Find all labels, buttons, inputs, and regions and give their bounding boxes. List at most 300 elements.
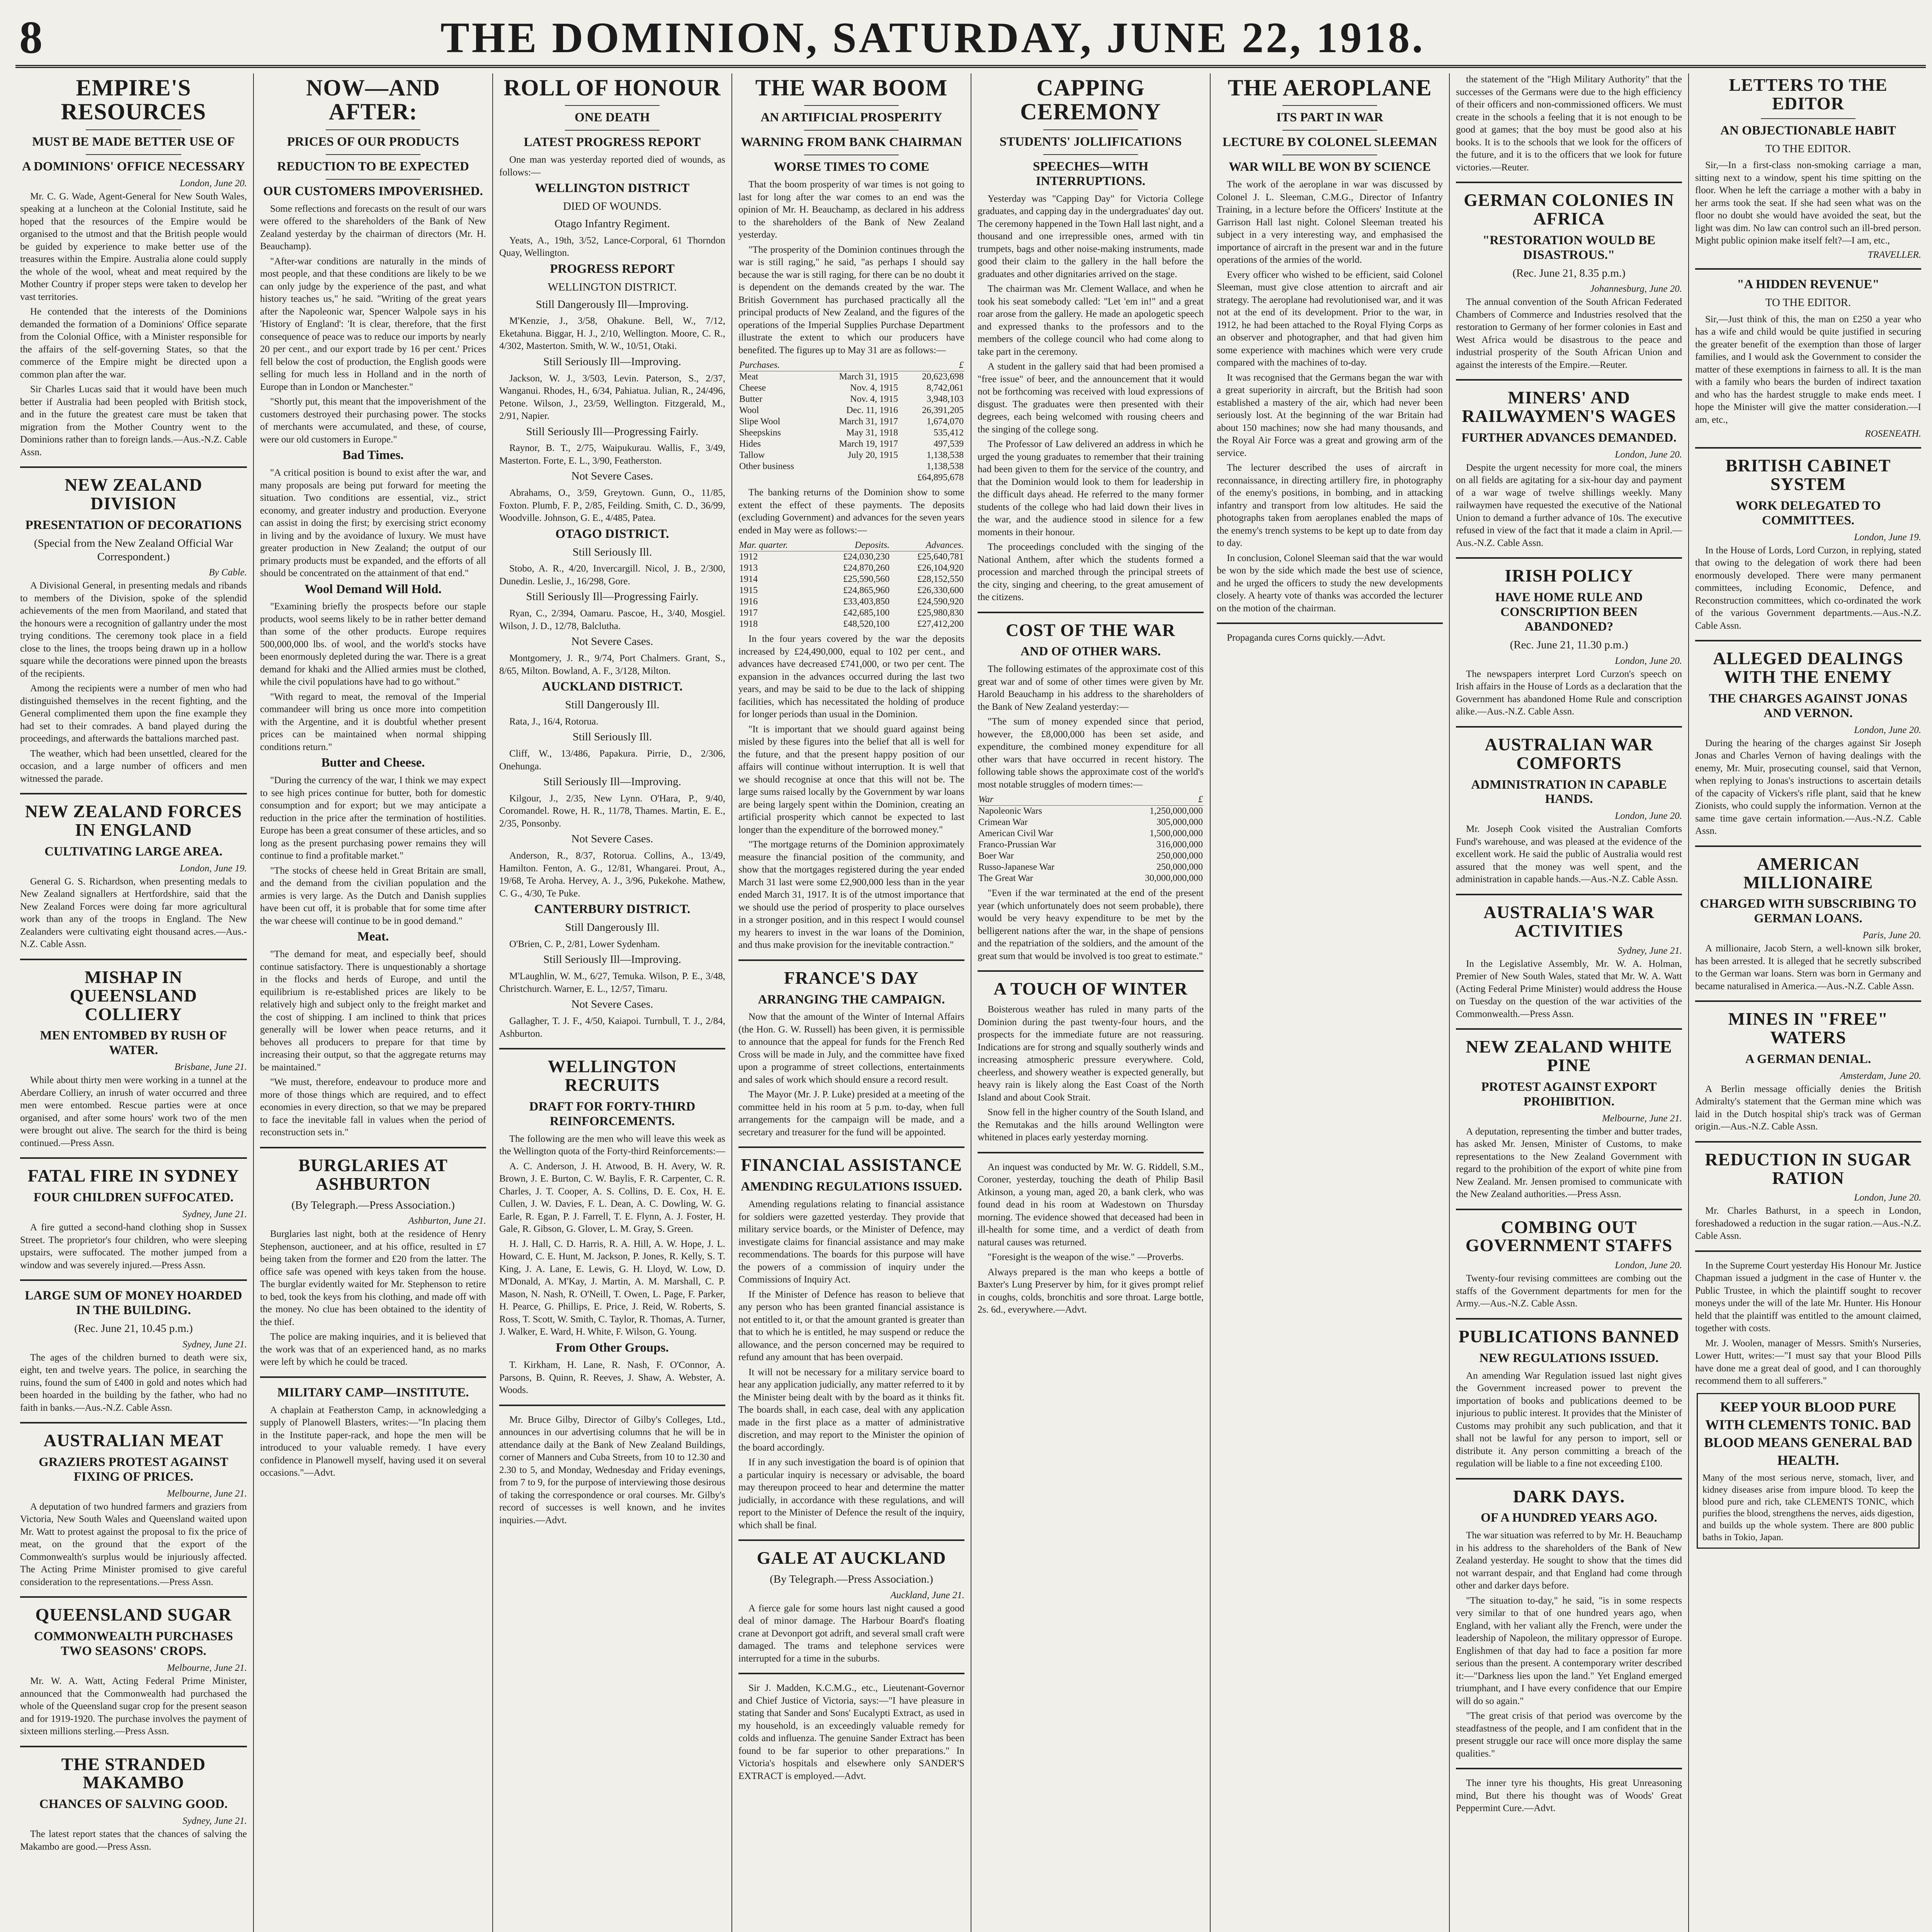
column-6 (1210, 73, 1449, 1932)
subheading: Butter and Cheese. (321, 756, 425, 770)
paragraph: Gallagher, T. J. F., 4/50, Kaiapoi. Turnbull, T. J., 2/84, Ashburton. (499, 1016, 725, 1039)
table-cell: £25,640,781 (917, 552, 964, 562)
paragraph: "Even if the war terminated at the end of the present year (which unfortunately does not seem probable), there would be very heavy expenditure to be met by the belligerent nations after the war, in the shape of pensions and the repatriation of the soldiers, and the amount of the great sum that would be involved is too great to estimate." (978, 888, 1204, 961)
subheading: PRESENTATION OF DECORATIONS (25, 518, 242, 532)
paragraph: "The prosperity of the Dominion continues through the war is still raging," he said, "as perhaps I should say because the war is still raging, for there can be no doubt it is dependent on the demands created by the war. The British Government has purchased practically all the principal products of New Zealand, and the figures of the operations of the Imperial Supplies Purchase Department illustrate the extent to which our producers have benefited. The figures up to May 31 are as follows:— (738, 244, 964, 355)
table-header (738, 360, 964, 371)
paragraph: "The great crisis of that period was overcome by the steadfastness of the people, and I am confident that in the present struggle our race will once more display the same qualities." (1456, 1711, 1682, 1759)
table-row (738, 405, 964, 416)
dateline: London, June 20. (1615, 655, 1682, 666)
table-row (978, 817, 1204, 828)
paragraph: "After-war conditions are naturally in the minds of most people, and that these conditions are likely to be we can only judge by the experience of the past, and what history teaches us," he said. "Writing of the great years after the Napoleonic war, Spencer Walpole says in his 'History of England': 'It is clear, therefore, that the first consequence of peace was to reduce our imports by nearly 20 per cent., and our export trade by 16 per cent.' Prices fell below the cost of production, the English goods were selling for much less in Holland and in the north of Europe than in London or Manchester." (260, 256, 486, 392)
table-header-cell: Purchases. (738, 360, 816, 371)
table-cell: £24,590,920 (917, 597, 964, 607)
table-cell: March 19, 1917 (839, 439, 898, 449)
subheading: OUR CUSTOMERS IMPOVERISHED. (263, 184, 483, 198)
paragraph: Boisterous weather has ruled in many parts of the Dominion during the past twenty-four hours, and the prospects for the immediate future are not reassuring. Indications are for strong and squally southerly winds and increasing atmospheric pressure everywhere. Cold, cheerless, and showery weather is expected generally, but heavy rain is likely along the East Coast of the North Island and about Cook Strait. (978, 1004, 1204, 1103)
paragraph: It will not be necessary for a military service board to hear any application judicially, any matter referred to it by the Minister being dealt with by the board as it thinks fit. The boards shall, in each case, deal with any application made in the first place as a matter of administrative discretion, and may report to the Minister the opinion of the board accordingly. (738, 1367, 964, 1453)
paragraph: "The stocks of cheese held in Great Britain are small, and the demand from the civilian population and the armies is very large. As the Dutch and Danish supplies have been cut off, it is probable that for some time after the war cheese will continue to be in good demand." (260, 865, 486, 926)
table-cell (816, 461, 899, 472)
subheading: MILITARY CAMP—INSTITUTE. (277, 1385, 469, 1400)
paragraph: Kilgour, J., 2/35, New Lynn. O'Hara, P., 9/40, Coromandel. Rowe, H. R., 11/78, Thames. Martin, E. E., 2/35, Ponsonby. (499, 793, 725, 829)
paragraph: Jackson, W. J., 3/503, Levin. Paterson, S., 2/37, Wanganui. Rhodes, H., 6/34, Pahiatua. Julian, R., 24/496, Petone. Wilson, J., 23/59, Wellington. Fitzgerald, M., 2/91, Napier. (499, 373, 725, 422)
paragraph: Amending regulations relating to financial assistance for soldiers were gazetted yesterday. They provide that military service boards, or the Minister of Defence, may investigate claims for financial assistance and may make recommendations. The boards for this purpose will have the powers of a commission of inquiry under the Commissions of Inquiry Act. (738, 1199, 964, 1285)
dateline: Sydney, June 21. (182, 1209, 247, 1220)
dateline: Brisbane, June 21. (174, 1062, 247, 1073)
paragraph: "The situation to-day," he said, "is in some respects very similar to that of one hundred years ago, when England, with her valiant ally the French, were under the leadership of Napoleon, the military oppressor of Europe. Englishmen of that day had to face a position far more serious than the present. A contemporary writer described it:—"Darkness lies upon the land." Yet England emerged triumphant, and I have every confidence that our Empire will do so again." (1456, 1595, 1682, 1706)
paragraph: The banking returns of the Dominion show to some extent the effect of these payments. The deposits (excluding Government) and advances for the seven years ended in May were as follows:— (738, 487, 964, 536)
paragraph: That the boom prosperity of war times is not going to last for long after the war comes to an end was the opinion of Mr. H. Beauchamp, as declared in his address to the shareholders of the Bank of New Zealand yesterday. (738, 179, 964, 240)
divider (86, 154, 181, 155)
paragraph: A. C. Anderson, J. H. Atwood, B. H. Avery, W. R. Brown, J. E. Burton, C. W. Baylis, F. R. Carpenter, C. R. Charles, J. T. Cooper, A. S. Collins, D. E. Cox, H. E. Cullen, J. W. Davies, F. L. Dean, A. C. Dowling, W. G. Earle, R. Egan, P. J. Farrell, T. E. Flynn, A. J. Foster, H. Gale, R. Gibson, G. Glover, L. M. Gray, S. Green. (499, 1161, 725, 1235)
paragraph: Abrahams, O., 3/59, Greytown. Gunn, O., 11/85, Foxton. Plumb, F. P., 2/85, Feilding. Smith, C. D., 36/99, Woodville. Johnson, G. E., 4/485, Patea. (499, 488, 725, 524)
table-row (978, 828, 1204, 839)
paragraph: "The sum of money expended since that period, however, the £8,000,000 has been set aside, and expenditure, the combined money expenditure for all other wars that have occurred in recent history. The following table shows the approximate cost of the world's most notable struggles of modern times:— (978, 716, 1204, 790)
divider (1456, 1318, 1682, 1320)
credit-line: Still Seriously Ill—Improving. (543, 355, 681, 368)
paragraph: The war situation was referred to by Mr. H. Beauchamp in his address to the shareholders of the Bank of New Zealand yesterday. He sought to show that the times did not warrant despair, and that England had come through other and darker days before. (1456, 1530, 1682, 1591)
table-cell: Boer War (978, 851, 1014, 861)
subheading: Wool Demand Will Hold. (304, 582, 442, 596)
table-cell: £48,520,100 (843, 619, 890, 629)
paragraph: The Mayor (Mr. J. P. Luke) presided at a meeting of the committee held in his room at 5 p.m. to-day, when full arrangements for the campaign will be made, and a secretary and treasurer for the fund will be appointed. (738, 1089, 964, 1138)
table-cell: 1,500,000,000 (1150, 828, 1203, 839)
paragraph: "The demand for meat, and especially beef, should continue satisfactory. There is unquestionably a shortage in the flocks and herds of Europe, and until the equilibrium is re-established prices are likely to be relatively high and subject only to the freight market and the cost of shipping. I am inclined to think that prices generally will be lower when peace returns, and it behoves all producers to prepare for that time by increasing their output, so that the aggregate returns may be maintained." (260, 949, 486, 1073)
subheading: ONE DEATH (575, 111, 650, 125)
table-cell: £27,412,200 (917, 619, 964, 629)
headline: BURGLARIES AT ASHBURTON (298, 1155, 448, 1194)
paragraph: A deputation, representing the timber and butter trades, has asked Mr. Jensen, Minister of Customs, to make representations to the New Zealand Government with regard to the prohibition of the export of white pine from New Zealand. Mr. Jensen promised to communicate with the New Zealand authorities.—Press Assn. (1456, 1126, 1682, 1200)
table-cell: £24,030,230 (843, 552, 890, 562)
paragraph: Yeats, A., 19th, 3/52, Lance-Corporal, 61 Thorndon Quay, Wellington. (499, 235, 725, 259)
table-row (738, 596, 964, 607)
subheading: AND OF OTHER WARS. (1020, 645, 1161, 659)
table-header (978, 794, 1204, 806)
table-cell: £25,980,830 (917, 608, 964, 618)
headline: FRANCE'S DAY (784, 968, 919, 988)
table-cell: Franco-Prussian War (978, 840, 1056, 850)
table-cell: £33,403,850 (843, 597, 890, 607)
divider (20, 466, 247, 468)
divider (738, 1673, 964, 1674)
headline: THE STRANDED MAKAMBO (61, 1754, 206, 1793)
figures-table (738, 540, 964, 630)
paragraph: "We must, therefore, endeavour to produce more and more of those things which are required, and to effect economies in every direction, so that we may be prepared to face the inevitable fall in values when the period of reconstruction sets in." (260, 1077, 486, 1138)
credit-line: DIED OF WOUNDS. (563, 200, 662, 213)
headline: THE AEROPLANE (1228, 75, 1432, 100)
paragraph: Mr. W. A. Watt, Acting Federal Prime Minister, announced that the Commonwealth had purchased the whole of the Queensland sugar crop for the present season and for 1919-1920. The purchase involves the payment of sixteen millions sterling.—Press Assn. (20, 1676, 247, 1737)
dateline: Amsterdam, June 20. (1840, 1070, 1921, 1081)
figures-table (978, 794, 1204, 884)
table-cell: 30,000,000,000 (1145, 873, 1203, 884)
divider (1695, 268, 1921, 270)
credit-line: Not Severe Cases. (571, 998, 653, 1011)
table-cell: Nov. 4, 1915 (850, 394, 898, 405)
figures-table (738, 360, 964, 483)
table-cell: £42,685,100 (843, 608, 890, 618)
paragraph: The work of the aeroplane in war was discussed by Colonel J. L. Sleeman, C.M.G., Director of Infantry Training, in a lecture before the Officers' Institute at the Garrison Hall last night. Colonel Sleeman treated his subject in a very interesting way, and emphasised the importance of aircraft in the present war and in the future operations of the armies of the world. (1217, 179, 1443, 265)
credit-line: Still Dangerously Ill—Improving. (536, 298, 689, 311)
column-4 (731, 73, 971, 1932)
paragraph: In the House of Lords, Lord Curzon, in replying, stated that owing to the delegation of work there had been enormously developed. There were many permanent committees, including Economic, Defence, and Reconstruction committees, which co-ordinated the work of the various Government departments.—Aus.-N.Z. Cable Assn. (1695, 545, 1921, 631)
table-cell: 20,623,698 (922, 372, 964, 382)
subheading: ARRANGING THE CAMPAIGN. (758, 992, 945, 1007)
subheading: OTAGO DISTRICT. (555, 527, 669, 541)
table-cell: 1915 (739, 585, 758, 596)
paragraph: The weather, which had been unsettled, cleared for the occasion, and a large number of officers and men witnessed the parade. (20, 748, 247, 784)
divider (1456, 894, 1682, 895)
paragraph: A student in the gallery said that had been promised a "free issue" of beer, and the announcement that it would not be forthcoming was received with loud expressions of disgust. The graduates were then presented with their degrees, each being welcomed with rousing cheers and the singing of the college song. (978, 361, 1204, 435)
paragraph: An amending War Regulation issued last night gives the Government increased power to prevent the importation of books and publications deemed to be injurious to public interest. It provides that the Minister of Customs may prohibit any such publication, and that it shall not be lawful for any person to import, sell or distribute it. Any person committing a breach of the regulation will be liable to a fine not exceeding £100. (1456, 1370, 1682, 1469)
masthead-title: THE DOMINION, SATURDAY, JUNE 22, 1918. (440, 14, 1425, 62)
paragraph: The following are the men who will leave this week as the Wellington quota of the Forty-third Reinforcements:— (499, 1133, 725, 1157)
column-grid (14, 73, 1927, 1932)
subheading: OF A HUNDRED YEARS AGO. (1481, 1511, 1657, 1525)
dateline: London, June 20. (1854, 1192, 1921, 1203)
dateline: London, June 20. (1615, 1260, 1682, 1271)
table-cell: 497,539 (934, 439, 964, 449)
dateline: London, June 20. (1854, 724, 1921, 735)
advertisement (1697, 1393, 1920, 1549)
table-row (738, 394, 964, 405)
advertisement-text: Many of the most serious nerve, stomach, liver, and kidney diseases arise from impure blood. To keep the blood pure and rich, take CLEMENTS TONIC, which purifies the blood, strengthens the nerves, aids digestion, and builds up the whole system. There are 800 public baths in Tokio, Japan. (1702, 1473, 1914, 1543)
subheading: ITS PART IN WAR (1276, 111, 1383, 125)
subheading: DRAFT FOR FORTY-THIRD REINFORCEMENTS. (529, 1099, 696, 1128)
divider (1456, 1478, 1682, 1480)
subheading: A GERMAN DENIAL. (1745, 1052, 1871, 1066)
paragraph: The Professor of Law delivered an address in which he urged the young graduates to remember that their training had been given to them for the service of the country, and that the Dominion would look to them for leadership in the difficult days ahead. He referred to the many former students of the college who had laid down their lives in the war, and the audience stood in silence for a few moments in their honour. (978, 439, 1204, 537)
credit-line: Still Seriously Ill—Improving. (543, 953, 681, 966)
table-cell: £28,152,550 (917, 574, 964, 585)
divider (978, 1152, 1204, 1153)
subheading: WARNING FROM BANK CHAIRMAN (741, 135, 962, 150)
table-row (978, 839, 1204, 850)
credit-line: Still Dangerously Ill. (565, 921, 660, 934)
masthead (15, 7, 1926, 68)
paragraph: Rata, J., 16/4, Rotorua. (509, 716, 599, 727)
table-header-cell (816, 360, 899, 371)
subheading: NEW REGULATIONS ISSUED. (1479, 1351, 1659, 1365)
table-total: £64,895,678 (917, 473, 964, 483)
dateline: London, June 20. (1615, 811, 1682, 821)
divider (978, 970, 1204, 972)
paragraph: Montgomery, J. R., 9/74, Port Chalmers. Grant, S., 8/65, Milton. Bowland, A. F., 3/128, Milton. (499, 653, 725, 676)
subheading: CANTERBURY DISTRICT. (534, 902, 690, 917)
table-row (978, 862, 1204, 873)
subheading: LECTURE BY COLONEL SLEEMAN (1222, 135, 1437, 150)
divider (1456, 182, 1682, 183)
paragraph: Among the recipients were a number of men who had distinguished themselves in the recent fighting, and the General complimented them upon the fine example they had set to their comrades. A band played during the proceedings, and afterwards the battalions marched past. (20, 683, 247, 744)
table-cell: £26,330,600 (917, 585, 964, 596)
divider (1456, 726, 1682, 728)
divider (499, 1405, 725, 1406)
table-cell: 8,742,061 (927, 383, 964, 393)
column-2 (253, 73, 492, 1932)
table-cell: American Civil War (978, 828, 1053, 839)
paragraph: In conclusion, Colonel Sleeman said that the war would be won by the side which made the best use of science, and he urged the officers to study the new developments closely. A hearty vote of thanks was accorded the lecturer on the motion of the chairman. (1217, 553, 1443, 614)
divider (260, 1147, 486, 1148)
headline: NEW ZEALAND WHITE PINE (1466, 1037, 1672, 1075)
dateline: Sydney, June 21. (1617, 945, 1682, 956)
subheading: CULTIVATING LARGE AREA. (44, 845, 223, 859)
divider (20, 1279, 247, 1281)
dateline: London, June 19. (1854, 532, 1921, 543)
table-cell: March 31, 1915 (839, 372, 898, 382)
dateline: London, June 20. (180, 178, 247, 189)
subheading: THE CHARGES AGAINST JONAS AND VERNON. (1709, 691, 1908, 720)
headline: MISHAP IN QUEENSLAND COLLIERY (70, 967, 197, 1024)
paragraph: In the four years covered by the war the deposits increased by £24,490,000, equal to 102 per cent., and advances have decreased £741,000, or two per cent. The expansion in the advances occurred during the last two years, and may be said to be due to the lack of shipping facilities, which has necessitated the holding of produce for longer periods than usual in the Dominion. (738, 634, 964, 720)
divider (20, 1596, 247, 1598)
divider (1282, 130, 1378, 131)
table-row (738, 461, 964, 472)
table-row (738, 563, 964, 574)
table-cell: Slipe Wool (739, 417, 781, 427)
headline: COST OF THE WAR (1006, 620, 1175, 640)
headline: GERMAN COLONIES IN AFRICA (1464, 190, 1674, 228)
paragraph: The chairman was Mr. Clement Wallace, and when he took his seat somebody called: "Let 'em in!" and a great roar arose from the gallery. He made an apologetic speech and expressed thanks to the professors and to the members of the college council who had come along to take part in the ceremony. (978, 284, 1204, 357)
subheading: MUST BE MADE BETTER USE OF (32, 134, 235, 149)
credit-line: (By Telegraph.—Press Association.) (291, 1199, 455, 1211)
headline: LETTERS TO THE EDITOR (1729, 75, 1888, 113)
paragraph: A chaplain at Featherston Camp, in acknowledging a supply of Planowell Blasters, writes:—"In placing them in the Institute paper-rack, and hope the men will be introduced to your valuable remedy. I have every confidence in Planowell myself, having used it on several occasions."—Advt. (260, 1405, 486, 1478)
subheading: "RESTORATION WOULD BE DISASTROUS." (1482, 233, 1656, 262)
subheading: CHARGED WITH SUBSCRIBING TO GERMAN LOANS. (1700, 897, 1917, 926)
paragraph: Stobo, A. R., 4/20, Invercargill. Nicol, J. B., 2/300, Dunedin. Leslie, J., 16/298, Gore. (499, 563, 725, 587)
paragraph: Anderson, R., 8/37, Rotorua. Collins, A., 13/49, Hamilton. Fenton, A. G., 12/81, Whangarei. Prout, A., 19/68, Te Aroha. Hervey, A. J., 3/96, Pukekohe. Mathew, C. G., 4/30, Te Puke. (499, 850, 725, 899)
subheading: LATEST PROGRESS REPORT (524, 135, 701, 150)
paragraph: The proceedings concluded with the singing of the National Anthem, after which the students formed a procession and marched through the principal streets of the city, singing and cheering, to the great amusement of the citizens. (978, 542, 1204, 603)
paragraph: Sir,—In a first-class non-smoking carriage a man, sitting next to a window, spent his time spitting on the floor. When he left the carriage a mother with a baby in her arms took the seat. If she had seen what was on the floor no doubt she would have avoided the seat, but the light was dim. No law can control such an ill-bred person. Might public opinion make itself felt?—I am, etc., (1695, 160, 1921, 246)
dateline: Paris, June 20. (1862, 930, 1921, 941)
table-cell: Crimean War (978, 817, 1028, 828)
divider (738, 1146, 964, 1148)
paragraph: Sir J. Madden, K.C.M.G., etc., Lieutenant-Governor and Chief Justice of Victoria, says:—"I have pleasure in stating that Sander and Sons' Eucalypti Extract, as used in my household, is an exceedingly valuable remedy for colds and influenza. The genuine Sander Extract has been found to be far superior to other preparations." In Victoria's hospitals and elsewhere only SANDER'S EXTRACT is employed.—Advt. (738, 1683, 964, 1781)
headline: FINANCIAL ASSISTANCE (741, 1155, 962, 1175)
divider (20, 793, 247, 794)
table-cell: 26,391,205 (922, 405, 964, 416)
divider (1043, 129, 1138, 130)
table-cell: Russo-Japanese War (978, 862, 1054, 872)
headline: NOW—AND AFTER: (306, 75, 440, 125)
subheading: ADMINISTRATION IN CAPABLE HANDS. (1471, 777, 1667, 806)
paragraph: An inquest was conducted by Mr. W. G. Riddell, S.M., Coroner, yesterday, touching the death of Philip Basil Atkinson, a young man, aged 20, a bank clerk, who was found dead in his room at Wadestown on Thursday morning. The evidence showed that deceased had been in ill-health for some time, and a verdict of death from natural causes was returned. (978, 1162, 1204, 1248)
paragraph: A fierce gale for some hours last night caused a good deal of minor damage. The Harbour Board's floating crane at Devonport got adrift, and several small craft were damaged. The trams and telephone services were interrupted for a time in the suburbs. (738, 1603, 964, 1664)
table-row (738, 427, 964, 439)
subheading: PROTEST AGAINST EXPORT PROHIBITION. (1481, 1080, 1657, 1109)
paragraph: The ages of the children burned to death were six, eight, ten and twelve years. The police, in searching the ruins, found the sum of £400 in gold and notes which had been hoarded in the building by the father, who had no faith in banks.—Aus.-N.Z. Cable Assn. (20, 1352, 247, 1413)
paragraph: In the Supreme Court yesterday His Honour Mr. Justice Chapman issued a judgment in the case of Hunter v. the Public Trustee, in which the plaintiff sought to recover moneys under the will of the late Mr. Hunter. His Honour held that the plaintiff was entitled to the amount claimed, together with costs. (1695, 1260, 1921, 1334)
table-cell: 1913 (739, 563, 758, 573)
table-cell: 305,000,000 (1156, 817, 1203, 828)
divider (804, 130, 899, 131)
headline: NEW ZEALAND DIVISION (65, 475, 202, 513)
divider (1695, 447, 1921, 449)
column-7 (1449, 73, 1688, 1932)
paragraph: Now that the amount of the Winter of Internal Affairs (the Hon. G. W. Russell) has been given, it is permissible to announce that the appeal for funds for the French Red Cross will be made in July, and the committee have fixed upon a programme of street collections, entertainments and sales of work which should ensure a record result. (738, 1012, 964, 1085)
table-cell: 250,000,000 (1156, 851, 1203, 861)
headline: PUBLICATIONS BANNED (1458, 1326, 1680, 1346)
subheading: AN OBJECTIONABLE HABIT (1720, 123, 1896, 138)
divider (804, 105, 899, 106)
headline: CAPPING CEREMONY (1020, 75, 1161, 125)
divider (20, 1422, 247, 1423)
paragraph: The annual convention of the South African Federated Chambers of Commerce and Industries resolved that the restoration to Germany of her former colonies in East and West Africa would be disastrous to the peace and industrial prosperity of the South African Union and against the interests of the Empire.—Reuter. (1456, 297, 1682, 370)
paragraph: Some reflections and forecasts on the result of our wars were offered to the shareholders of the Bank of New Zealand yesterday by the chairman of directors (Mr. H. Beauchamp). (260, 203, 486, 252)
paragraph: A Divisional General, in presenting medals and ribands to members of the Division, spoke of the splendid achievements of the men from Maoriland, and stated that the honours were a recognition of gallantry under the most trying conditions. The ceremony took place in a field close to the lines, the troops being drawn up in a hollow square while the decorations were pinned upon the breasts of the recipients. (20, 580, 247, 679)
credit-line: (Rec. June 21, 11.30 p.m.) (1510, 639, 1628, 651)
dateline: London, June 20. (1615, 449, 1682, 460)
table-cell: 535,412 (934, 428, 964, 438)
divider (565, 105, 660, 106)
paragraph: M'Kenzie, J., 3/58, Ohakune. Bell, W., 7/12, Eketahuna. Biggar, H. J., 2/10, Wellington. Moore, C. R., 4/302, Masterton. Smith, W. W., 10/51, Otaki. (499, 316, 725, 352)
subheading: FOUR CHILDREN SUFFOCATED. (33, 1190, 234, 1205)
table-cell: July 20, 1915 (847, 450, 898, 461)
credit-line: TO THE EDITOR. (1765, 296, 1851, 309)
table-header-cell: Advances. (890, 540, 964, 551)
paragraph: During the hearing of the charges against Sir Joseph Jonas and Charles Vernon of having dealings with the enemy, Mr. Muir, prosecuting counsel, said that Vernon, when replying to Jonas's instructions to ascertain details of the capacity of Vickers's rifle plant, said that he knew Zionists, who could supply the information. Vernon at the same time gave certain information.—Aus.-N.Z. Cable Assn. (1695, 738, 1921, 837)
table-cell: Cheese (739, 383, 766, 393)
divider (326, 179, 421, 180)
paragraph: The lecturer described the uses of aircraft in reconnaissance, in directing artillery fire, in photography of the enemy's positions, in bombing, and in attacking infantry and transport from low altitudes. He said the photographs taken from aeroplanes enabled the maps of the enemy's trench systems to be kept up to date from day to day. (1217, 463, 1443, 549)
paragraph: Twenty-four revising committees are combing out the staffs of the Government departments for men for the Army.—Aus.-N.Z. Cable Assn. (1456, 1273, 1682, 1309)
paragraph: M'Laughlin, W. M., 6/27, Temuka. Wilson, P. E., 3/48, Christchurch. Warner, E. L., 12/57, Timaru. (499, 971, 725, 994)
paragraph: Mr. J. Woolen, manager of Messrs. Smith's Nurseries, Lower Hutt, writes:—"I must say that your Blood Pills have done me a great deal of good, and I can thoroughly recommend them to all sufferers." (1695, 1338, 1921, 1386)
divider (978, 612, 1204, 613)
paragraph: Ryan, C., 2/394, Oamaru. Pascoe, H., 3/40, Mosgiel. Wilson, J. D., 12/78, Balclutha. (499, 608, 725, 631)
paragraph: Mr. Joseph Cook visited the Australian Comforts Fund's warehouse, and was pleased at the evidence of the excellent work. He said the public of Australia would rest assured that the money was well spent, and the administration in capable hands.—Aus.-N.Z. Cable Assn. (1456, 824, 1682, 885)
paragraph: Snow fell in the higher country of the South Island, and the Remutakas and the hills around Wellington were whitened in places early yesterday morning. (978, 1107, 1204, 1143)
credit-line: Not Severe Cases. (571, 635, 653, 648)
divider (1695, 1250, 1921, 1252)
headline: NEW ZEALAND FORCES IN ENGLAND (25, 801, 242, 840)
table-header-cell: £ (899, 360, 964, 371)
divider (738, 1539, 964, 1541)
table-row (978, 873, 1204, 884)
paragraph: "Foresight is the weapon of the wise." —Proverbs. (988, 1252, 1184, 1263)
paragraph: Sir,—Just think of this, the man on £250 a year who has a wife and child would be quite justified in securing the greater benefit of the exemption than those of larger families, and I would ask the Government to consider the matter of these exemptions in fairness to all. It is the man with a family who bears the burden of indirect taxation and who has the hardest struggle to make ends meet. I hope the Minister will give the matter consideration.—I am, etc., (1695, 314, 1921, 425)
subheading: Meat. (357, 930, 389, 944)
dateline: Ashburton, June 21. (408, 1216, 486, 1226)
credit-line: Still Seriously Ill. (572, 731, 652, 743)
table-cell: 250,000,000 (1156, 862, 1203, 872)
table-cell: 1,674,070 (927, 417, 964, 427)
table-row (738, 439, 964, 450)
table-cell: 1914 (739, 574, 758, 585)
paragraph: One man was yesterday reported died of wounds, as follows:— (499, 155, 725, 178)
credit-line: WELLINGTON DISTRICT. (548, 281, 677, 293)
divider (1695, 640, 1921, 641)
credit-line: (Rec. June 21, 8.35 p.m.) (1512, 267, 1626, 279)
table-row (738, 619, 964, 630)
paragraph: "The mortgage returns of the Dominion approximately measure the financial position of the community, and show that the mortgages registered during the year ended March 31 last were some £2,900,000 less than in the year ended March 31, 1917. It is of the utmost importance that we should use the period of prosperity to place ourselves in a stronger position, and in this respect I would counsel my hearers to invest in the war loans of the Dominion, and thus make provision for the inevitable contraction." (738, 839, 964, 951)
credit-line: Still Dangerously Ill. (565, 698, 660, 711)
column-3 (492, 73, 731, 1932)
table-cell: £24,865,960 (843, 585, 890, 596)
paragraph: General G. S. Richardson, when presenting medals to New Zealand signallers at Hertfordshire, said that the New Zealand Forces were doing far more agricultural work than any of the troops in England. The New Zealanders were cultivating eight thousand acres.—Aus.-N.Z. Cable Assn. (20, 876, 247, 950)
subheading: GRAZIERS PROTEST AGAINST FIXING OF PRICES. (39, 1455, 228, 1484)
credit-line: Still Seriously Ill—Improving. (543, 776, 681, 788)
dateline: Sydney, June 21. (182, 1339, 247, 1350)
table-cell: March 31, 1917 (839, 417, 898, 427)
headline: DARK DAYS. (1513, 1486, 1625, 1506)
divider (1456, 1028, 1682, 1030)
divider (1456, 1768, 1682, 1769)
paragraph: Cliff, W., 13/486, Papakura. Pirrie, D., 2/306, Onehunga. (499, 748, 725, 772)
table-cell: 1918 (739, 619, 758, 629)
subheading: From Other Groups. (556, 1340, 669, 1355)
table-cell: Wool (739, 405, 759, 416)
paragraph: The newspapers interpret Lord Curzon's speech on Irish affairs in the House of Lords as a declaration that the Government has abandoned Home Rule and conscription alike.—Aus.-N.Z. Cable Assn. (1456, 668, 1682, 717)
table-row (978, 806, 1204, 817)
paragraph: the statement of the "High Military Authority" that the successes of the Germans were due to the high efficiency of their officers and non-commissioned officers. We must create in the schools a feeling that it is not enough to be good at games; that the boy must be good also at his books. It is to the schools that we look for the officers of the future, and it is to the officers that we look for future victories.—Reuter. (1456, 74, 1682, 173)
subheading: AN ARTIFICIAL PROSPERITY (760, 111, 942, 125)
paragraph: "With regard to meat, the removal of the Imperial commandeer will bring us once more into competition with the Argentine, and it is doubtful whether present prices can be maintained when normal shipping conditions return." (260, 691, 486, 752)
divider (326, 154, 421, 155)
column-1 (14, 73, 253, 1932)
subheading: PROGRESS REPORT (550, 262, 675, 276)
paragraph: A fire gutted a second-hand clothing shop in Sussex Street. The proprietor's four children, who were sleeping upstairs, were suffocated. The mother jumped from a window and was severely injured.—Press Assn. (20, 1222, 247, 1270)
headline: ROLL OF HONOUR (503, 75, 721, 100)
headline: REDUCTION IN SUGAR RATION (1705, 1149, 1912, 1188)
subheading: A DOMINIONS' OFFICE NECESSARY (22, 159, 245, 173)
headline: AUSTRALIAN MEAT (43, 1430, 224, 1451)
dateline: By Cable. (209, 567, 247, 578)
paragraph: H. J. Hall, C. D. Harris, R. A. Hill, A. W. Hope, J. L. Howard, C. E. Hunt, M. Jackson, P. Jones, R. Kelly, S. T. King, J. A. Lane, E. Lewis, G. H. Lloyd, W. Low, D. M'Donald, A. M'Kay, J. Martin, A. M. Marshall, C. P. Mason, N. Nash, R. O'Neill, T. Owen, L. Page, F. Parker, H. Pearce, G. Phillips, E. Price, J. Reid, W. Roberts, S. Ross, T. Scott, W. Smith, C. Taylor, R. Thomas, A. Turner, J. Walker, E. Ward, H. White, F. Wilson, G. Young. (499, 1238, 725, 1337)
table-header-cell: £ (1108, 794, 1204, 806)
credit-line: Not Severe Cases. (571, 833, 653, 845)
paragraph: Yesterday was "Capping Day" for Victoria College graduates, and capping day in the undergraduates' day out. The ceremony happened in the Town Hall last night, and a thousand and one irrepressible ones, armed with tin trumpets, bags and other noise-making instruments, made good their claim to the gallery in the hall before the graduates and other dignitaries arrived on the stage. (978, 193, 1204, 279)
dateline: London, June 19. (180, 863, 247, 874)
headline: A TOUCH OF WINTER (993, 979, 1188, 999)
table-cell: Meat (739, 372, 759, 382)
paragraph: The police are making inquiries, and it is believed that the work was that of an experienced hand, as no marks were left by which he could be traced. (260, 1332, 486, 1367)
paragraph: A Berlin message officially denies the British Admiralty's statement that the German mine which was laid in the Dutch hospital ship's track was of German origin.—Aus.-N.Z. Cable Assn. (1695, 1083, 1921, 1132)
divider (1217, 622, 1443, 624)
divider (20, 1157, 247, 1159)
table-total-row (738, 472, 964, 483)
divider (1456, 557, 1682, 559)
paragraph: The following estimates of the approximate cost of this great war and of some of other times were given by Mr. Harold Beauchamp in his address to the shareholders of the Bank of New Zealand yesterday:— (978, 664, 1204, 712)
table-row (738, 450, 964, 461)
headline: AUSTRALIA'S WAR ACTIVITIES (1483, 902, 1655, 940)
subheading: WELLINGTON DISTRICT (535, 181, 690, 196)
table-cell (738, 472, 899, 483)
divider (1695, 845, 1921, 847)
page-number: 8 (19, 12, 43, 63)
table-cell: 1916 (739, 597, 758, 607)
subheading: PRICES OF OUR PRODUCTS (287, 134, 459, 149)
headline: MINERS' AND RAILWAYMEN'S WAGES (1462, 388, 1676, 426)
credit-line: (By Telegraph.—Press Association.) (770, 1573, 933, 1586)
divider (260, 1376, 486, 1378)
signature: TRAVELLER. (1867, 249, 1921, 260)
headline: THE WAR BOOM (755, 75, 948, 100)
credit-line: Otago Infantry Regiment. (554, 218, 670, 230)
subheading: Bad Times. (342, 448, 404, 463)
paragraph: "A critical position is bound to exist after the war, and many proposals are being put forward for meeting the situation. Two conditions are essential, viz., strict economy, and greater industry and production. Everyone can assist in doing the first; by exercising strict economy in living and by the avoidance of luxury. We must have greater production in New Zealand; the output of our primary products must be expanded, and the efforts of all should be concentrated on the attainment of that end." (260, 468, 486, 579)
divider (1761, 118, 1856, 119)
divider (499, 1048, 725, 1049)
table-row (978, 850, 1204, 862)
paragraph: Always prepared is the man who keeps a bottle of Baxter's Lung Preserver by him, for it gives prompt relief in coughs, colds, bronchitis and sore throat. Large bottle, 2s. 6d., everywhere.—Advt. (978, 1267, 1204, 1315)
paragraph: Sir Charles Lucas said that it would have been much better if Australia had been peopled with British stock, and in the future the greatest care must be taken that migration from the Mother Country went to the Dominions rather than to foreign lands.—Aus.-N.Z. Cable Assn. (20, 384, 247, 457)
headline: FATAL FIRE IN SYDNEY (27, 1166, 240, 1186)
table-row (738, 607, 964, 619)
headline: BRITISH CABINET SYSTEM (1725, 456, 1891, 494)
subheading: CHANCES OF SALVING GOOD. (39, 1797, 228, 1811)
headline: QUEENSLAND SUGAR (35, 1605, 232, 1625)
